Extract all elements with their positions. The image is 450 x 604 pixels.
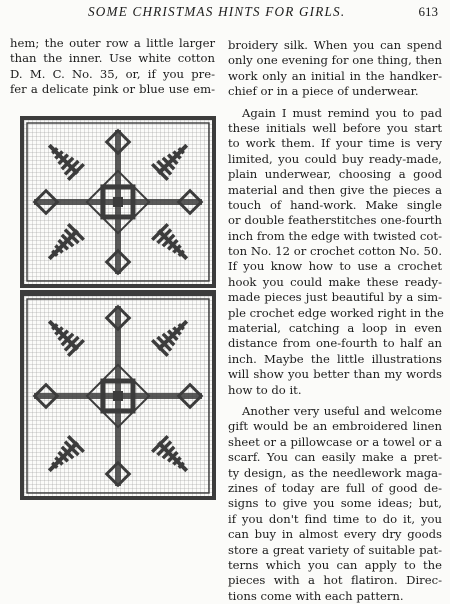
text-line: broidery silk. When you can spend <box>228 38 442 52</box>
text-line: D. M. C. No. 35, or, if you pre- <box>10 66 215 81</box>
paragraph <box>228 106 442 398</box>
right-column-text <box>228 38 442 604</box>
embroidery-pattern-illustration <box>20 116 216 500</box>
text-line: Another very useful and welcome <box>242 403 442 418</box>
text-line: to work them. If your time is very <box>228 136 442 151</box>
left-column-text <box>10 36 215 98</box>
page-number: 613 <box>418 4 438 19</box>
text-line: terns which you can apply to the <box>228 557 442 572</box>
text-line: only one evening for one thing, then <box>228 53 442 68</box>
text-line: work only an initial in the handker- <box>228 68 442 83</box>
text-line: scarf. You can easily make a pret- <box>228 450 442 465</box>
text-line: limited, you could buy ready-made, <box>228 151 442 166</box>
text-line: ton No. 12 or crochet cotton No. 50. <box>228 244 442 259</box>
text-line: material, catching a loop in even <box>228 321 442 336</box>
text-line: can buy in almost every dry goods <box>228 527 442 542</box>
text-line: ple crochet edge worked right in the <box>228 305 444 320</box>
text-line: these initials well before you start <box>228 120 442 135</box>
text-line: ty design, as the needlework maga- <box>228 465 442 480</box>
text-line: inch from the edge with twisted cot- <box>228 228 442 243</box>
text-line: signs to give you some ideas; but, <box>228 496 442 511</box>
text-line: touch of hand-work. Make single <box>228 197 442 212</box>
text-line: fer a delicate pink or blue use em- <box>10 82 215 97</box>
text-line: than the inner. Use white cotton <box>10 51 215 66</box>
text-line: plain underwear, choosing a good <box>228 167 442 182</box>
text-line: or double featherstitches one-fourth <box>228 213 442 228</box>
text-line: sheet or a pillowcase or a towel or a <box>228 434 442 449</box>
text-line: will show you better than my words <box>228 367 442 382</box>
text-line: hem; the outer row a little larger <box>10 36 215 50</box>
text-line: store a great variety of suitable pat- <box>228 542 442 557</box>
text-line: if you don't find time to do it, you <box>228 511 442 526</box>
text-line: made pieces just beautiful by a sim- <box>228 290 442 305</box>
cross-stitch-pattern <box>20 116 216 500</box>
paragraph <box>228 38 442 100</box>
text-line: zines of today are full of good de- <box>228 480 442 495</box>
text-line: tions come with each pattern. <box>228 588 404 603</box>
running-title: SOME CHRISTMAS HINTS FOR GIRLS. <box>88 4 346 19</box>
text-line: how to do it. <box>228 382 302 397</box>
text-line: distance from one-fourth to half an <box>228 336 442 351</box>
text-line: pieces with a hot flatiron. Direc- <box>228 573 442 588</box>
text-line: Again I must remind you to pad <box>242 105 442 120</box>
paragraph <box>228 404 442 604</box>
text-line: inch. Maybe the little illustrations <box>228 351 442 366</box>
text-line: chief or in a piece of underwear. <box>228 84 419 99</box>
text-line: If you know how to use a crochet <box>228 259 442 274</box>
text-line: hook you could make these ready- <box>228 274 442 289</box>
text-line: material and then give the pieces a <box>228 182 442 197</box>
page-header <box>0 4 450 26</box>
text-line: gift would be an embroidered linen <box>228 419 442 434</box>
